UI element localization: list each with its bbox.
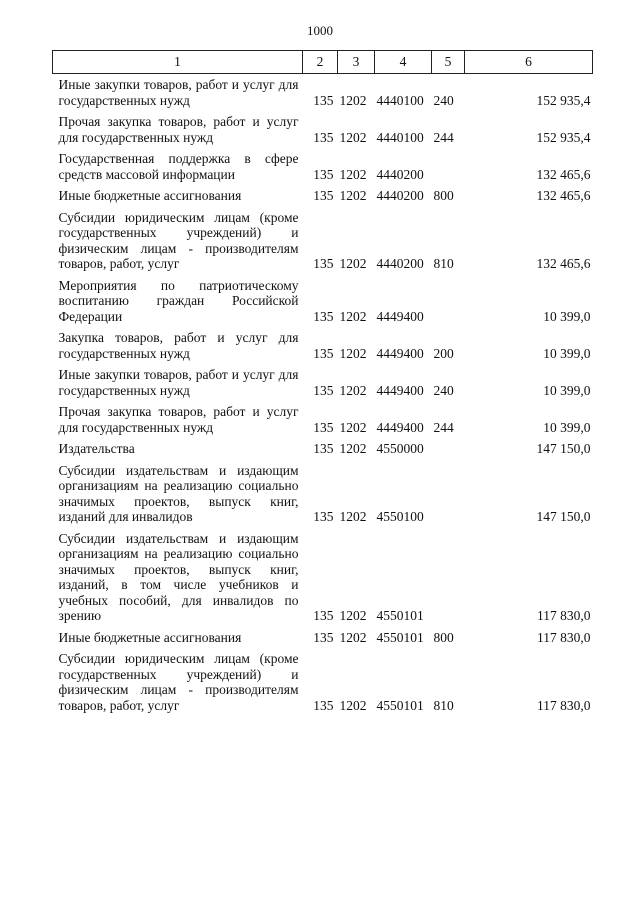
row-section-code: 1202	[339, 256, 367, 271]
table-row	[53, 74, 593, 109]
row-target-code: 4550100	[376, 509, 424, 524]
table-row	[53, 182, 593, 204]
table-row	[53, 457, 593, 525]
row-expense-type-code: 240	[433, 92, 454, 108]
row-expense-type-code: 800	[433, 629, 454, 645]
row-target-code: 4550101	[376, 697, 424, 713]
column-header-name: 1	[53, 51, 303, 74]
table-row	[53, 324, 593, 361]
row-expense-type-code	[432, 457, 465, 525]
row-name: Мероприятия по патриотическому воспитанию граждан Российской Федерации	[58, 277, 299, 324]
row-target-code: 4550000	[376, 441, 424, 456]
row-amount: 10 399,0	[543, 382, 591, 398]
row-name: Иные закупки товаров, работ и услуг для государственных нужд	[58, 77, 299, 108]
row-amount: 117 830,0	[537, 608, 591, 623]
row-target-code: 4550101	[376, 629, 424, 645]
row-amount: 10 399,0	[543, 308, 591, 324]
row-name: Субсидии издательствам и издающим организациям на реализацию социально значимых проектов, выпуск книг, изданий для инвалидов	[58, 462, 299, 524]
row-target-code: 4449400	[376, 308, 424, 324]
row-target-code: 4550101	[376, 608, 424, 623]
row-target-code: 4440100	[376, 92, 424, 108]
row-section-code: 1202	[339, 308, 367, 324]
row-ministry-code: 135	[313, 256, 334, 271]
row-amount: 132 465,6	[536, 188, 591, 203]
table-row	[53, 145, 593, 182]
row-expense-type-code	[432, 525, 465, 624]
row-ministry-code: 135	[313, 629, 334, 645]
row-amount: 152 935,4	[536, 129, 591, 145]
table-row	[53, 525, 593, 624]
row-expense-type-code: 240	[433, 382, 454, 398]
row-expense-type-code	[432, 145, 465, 182]
row-target-code: 4440200	[376, 166, 424, 182]
row-target-code: 4449400	[376, 419, 424, 435]
row-name: Субсидии юридическим лицам (кроме государственных учреждений) и физическим лицам - производителям товаров, работ, услуг	[58, 651, 299, 713]
row-expense-type-code: 244	[433, 419, 454, 435]
row-expense-type-code: 244	[433, 129, 454, 145]
row-section-code: 1202	[339, 608, 367, 623]
row-target-code: 4440200	[376, 256, 424, 271]
row-ministry-code: 135	[313, 608, 334, 623]
table-row	[53, 624, 593, 646]
row-section-code: 1202	[339, 441, 367, 456]
row-ministry-code: 135	[313, 697, 334, 713]
row-section-code: 1202	[339, 629, 367, 645]
row-expense-type-code	[432, 435, 465, 457]
table-row	[53, 398, 593, 435]
row-expense-type-code	[432, 272, 465, 325]
row-name: Прочая закупка товаров, работ и услуг для государственных нужд	[58, 114, 299, 145]
row-amount: 147 150,0	[536, 441, 591, 456]
table-header-row	[53, 51, 593, 74]
row-target-code: 4440100	[376, 129, 424, 145]
table-row	[53, 361, 593, 398]
column-header-amount: 6	[465, 51, 593, 74]
row-section-code: 1202	[339, 509, 367, 524]
row-name: Закупка товаров, работ и услуг для государственных нужд	[58, 330, 299, 361]
row-ministry-code: 135	[313, 345, 334, 361]
row-ministry-code: 135	[313, 441, 334, 456]
row-name: Иные закупки товаров, работ и услуг для государственных нужд	[58, 367, 299, 398]
page-number: 1000	[307, 23, 333, 38]
row-target-code: 4449400	[376, 345, 424, 361]
row-ministry-code: 135	[313, 419, 334, 435]
row-name: Прочая закупка товаров, работ и услуг для государственных нужд	[58, 404, 299, 435]
row-section-code: 1202	[339, 129, 367, 145]
table-row	[53, 108, 593, 145]
row-section-code: 1202	[339, 382, 367, 398]
row-ministry-code: 135	[313, 129, 334, 145]
row-ministry-code: 135	[313, 166, 334, 182]
row-section-code: 1202	[339, 345, 367, 361]
budget-table	[52, 50, 593, 713]
row-ministry-code: 135	[313, 509, 334, 524]
row-ministry-code: 135	[313, 188, 334, 203]
row-amount: 10 399,0	[543, 419, 591, 435]
row-amount: 152 935,4	[536, 92, 591, 108]
row-section-code: 1202	[339, 188, 367, 203]
row-expense-type-code: 800	[433, 188, 454, 203]
column-header-ministry: 2	[303, 51, 338, 74]
row-name: Иные бюджетные ассигнования	[58, 629, 242, 645]
row-ministry-code: 135	[313, 382, 334, 398]
column-header-target: 4	[375, 51, 432, 74]
row-expense-type-code: 810	[433, 697, 454, 713]
row-name: Субсидии юридическим лицам (кроме государственных учреждений) и физическим лицам - производителям товаров, работ, услуг	[58, 209, 299, 271]
table-row	[53, 435, 593, 457]
row-name: Иные бюджетные ассигнования	[58, 188, 242, 203]
row-amount: 117 830,0	[537, 697, 591, 713]
row-amount: 117 830,0	[537, 629, 591, 645]
row-amount: 132 465,6	[536, 166, 591, 182]
row-expense-type-code: 200	[433, 345, 454, 361]
row-name: Государственная поддержка в сфере средств массовой информации	[58, 151, 299, 182]
row-section-code: 1202	[339, 419, 367, 435]
column-header-expense-type: 5	[432, 51, 465, 74]
row-ministry-code: 135	[313, 308, 334, 324]
column-header-section: 3	[338, 51, 375, 74]
row-section-code: 1202	[339, 166, 367, 182]
row-section-code: 1202	[339, 92, 367, 108]
row-amount: 132 465,6	[536, 256, 591, 271]
row-name: Издательства	[58, 441, 135, 456]
row-expense-type-code: 810	[433, 256, 454, 271]
table-row	[53, 272, 593, 325]
row-amount: 147 150,0	[536, 509, 591, 524]
row-ministry-code: 135	[313, 92, 334, 108]
table-row	[53, 645, 593, 713]
table-row	[53, 204, 593, 272]
row-amount: 10 399,0	[543, 345, 591, 361]
row-section-code: 1202	[339, 697, 367, 713]
row-target-code: 4449400	[376, 382, 424, 398]
row-name: Субсидии издательствам и издающим организациям на реализацию социально значимых проектов, выпуск книг, изданий, в том числе учебников и учебных пособий, для инвалидов по зрению	[58, 530, 299, 623]
row-target-code: 4440200	[376, 188, 424, 203]
